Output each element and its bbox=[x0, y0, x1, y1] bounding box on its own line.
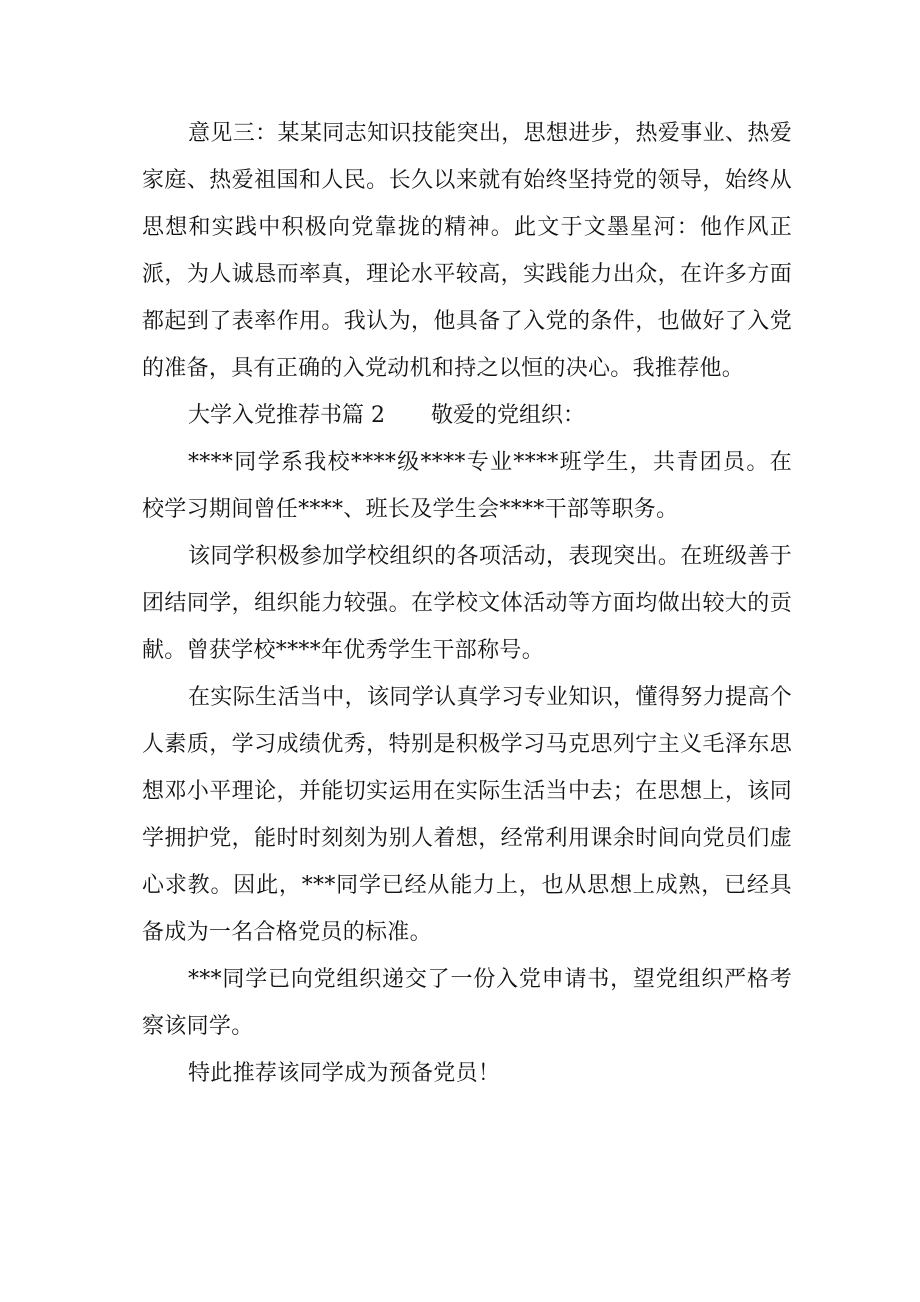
opinion-paragraph: 意见三：某某同志知识技能突出，思想进步，热爱事业、热爱家庭、热爱祖国和人民。长久以来就有始终坚持党的领导，始终从思想和实践中积极向党靠拢的精神。此文于文墨星河：他作风正派，为人诚恳而率真，理论水平较高，实践能力出众，在许多方面都起到了表率作用。我认为，他具备了入党的条件，也做好了入党的准备，具有正确的入党动机和持之以恒的决心。我推荐他。 bbox=[142, 121, 792, 381]
salutation: 敬爱的党组织： bbox=[431, 403, 586, 428]
closing-line: 特此推荐该同学成为预备党员！ bbox=[188, 1061, 501, 1086]
section-heading: 大学入党推荐书篇 2 bbox=[188, 403, 385, 428]
body-paragraph-2: 该同学积极参加学校组织的各项活动，表现突出。在班级善于团结同学，组织能力较强。在学校文体活动等方面均做出较大的贡献。曾获学校****年优秀学生干部称号。 bbox=[142, 544, 792, 663]
body-paragraph-3: 在实际生活当中，该同学认真学习专业知识，懂得努力提高个人素质，学习成绩优秀，特别是积极学习马克思列宁主义毛泽东思想邓小平理论，并能切实运用在实际生活当中去；在思想上，该同学拥护党，能时时刻刻为别人着想，经常利用课余时间向党员们虚心求教。因此，***同学已经从能力上，也从思想上成熟，已经具备成为一名合格党员的标准。 bbox=[142, 685, 792, 945]
body-paragraph-4: ***同学已向党组织递交了一份入党申请书，望党组织严格考察该同学。 bbox=[142, 967, 792, 1039]
section-heading-line bbox=[142, 392, 792, 439]
document-body bbox=[142, 110, 792, 1097]
body-paragraph-1: ****同学系我校****级****专业****班学生，共青团员。在校学习期间曾任****、班长及学生会****干部等职务。 bbox=[142, 450, 792, 522]
